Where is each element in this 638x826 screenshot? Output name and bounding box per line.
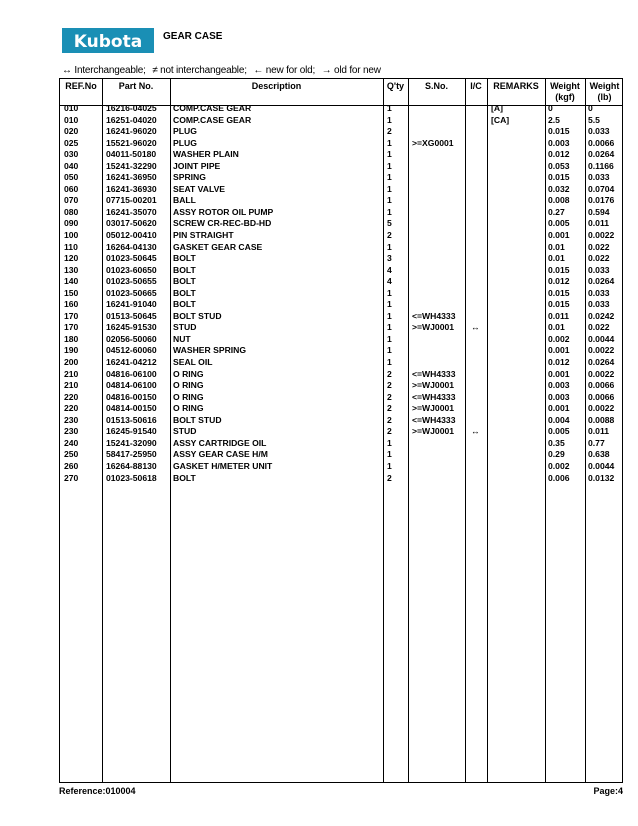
cell-weight-kgf: 0.032 xyxy=(548,183,570,194)
cell-description: ASSY ROTOR OIL PUMP xyxy=(173,206,274,217)
cell-remarks: [CA] xyxy=(491,114,510,125)
cell-ref-no: 010 xyxy=(64,103,79,113)
cell-qty: 2 xyxy=(387,126,392,137)
table-row xyxy=(60,438,622,450)
page-title: GEAR CASE xyxy=(163,31,223,42)
cell-ref-no: 160 xyxy=(64,299,79,310)
cell-part-no: 05012-00410 xyxy=(106,230,157,241)
cell-serial-no: >=WJ0001 xyxy=(412,322,455,333)
table-row xyxy=(60,461,622,473)
cell-qty: 1 xyxy=(387,114,392,125)
cell-weight-lb: 0.77 xyxy=(588,437,605,448)
cell-qty: 2 xyxy=(387,380,392,391)
cell-ref-no: 130 xyxy=(64,264,79,275)
cell-weight-kgf: 0.005 xyxy=(548,218,570,229)
cell-weight-lb: 0.594 xyxy=(588,206,610,217)
cell-weight-lb: 0.0088 xyxy=(588,414,615,425)
cell-serial-no: <=WH4333 xyxy=(412,391,456,402)
cell-ic: ↔ xyxy=(471,426,480,437)
cell-part-no: 16216-04025 xyxy=(106,103,157,113)
cell-qty: 4 xyxy=(387,264,392,275)
cell-ref-no: 050 xyxy=(64,172,79,183)
cell-ref-no: 090 xyxy=(64,218,79,229)
cell-weight-lb: 5.5 xyxy=(588,114,600,125)
cell-description: BOLT STUD xyxy=(173,310,222,321)
cell-qty: 2 xyxy=(387,403,392,414)
cell-ref-no: 210 xyxy=(64,380,79,391)
cell-weight-kgf: 0.015 xyxy=(548,299,570,310)
cell-ref-no: 200 xyxy=(64,357,79,368)
cell-ref-no: 210 xyxy=(64,368,79,379)
cell-ref-no: 170 xyxy=(64,322,79,333)
cell-ref-no: 010 xyxy=(64,114,79,125)
cell-weight-kgf: 0.015 xyxy=(548,126,570,137)
cell-qty: 5 xyxy=(387,218,392,229)
cell-qty: 1 xyxy=(387,160,392,171)
cell-serial-no: <=WH4333 xyxy=(412,310,456,321)
cell-remarks: [A] xyxy=(491,103,503,113)
cell-part-no: 16241-91040 xyxy=(106,299,157,310)
cell-qty: 1 xyxy=(387,206,392,217)
cell-description: PLUG xyxy=(173,137,197,148)
cell-weight-kgf: 0.003 xyxy=(548,380,570,391)
cell-weight-kgf: 0.002 xyxy=(548,333,570,344)
cell-description: ASSY GEAR CASE H/M xyxy=(173,449,268,460)
cell-ref-no: 150 xyxy=(64,287,79,298)
cell-part-no: 16264-88130 xyxy=(106,460,157,471)
cell-part-no: 04512-60060 xyxy=(106,345,157,356)
cell-weight-lb: 0.033 xyxy=(588,264,610,275)
cell-part-no: 01513-50616 xyxy=(106,414,157,425)
header-description: Description xyxy=(251,81,302,91)
cell-description: JOINT PIPE xyxy=(173,160,221,171)
cell-weight-lb: 0.0066 xyxy=(588,380,615,391)
parts-table xyxy=(59,78,623,783)
cell-weight-kgf: 0.008 xyxy=(548,195,570,206)
cell-description: O RING xyxy=(173,368,204,379)
svg-text:Kubota: Kubota xyxy=(73,32,143,52)
cell-ref-no: 190 xyxy=(64,345,79,356)
cell-part-no: 01023-50645 xyxy=(106,253,157,264)
footer-reference: Reference:010004 xyxy=(59,786,136,796)
legend-old-for-new: → old for new xyxy=(321,65,381,76)
cell-weight-kgf: 0.001 xyxy=(548,230,570,241)
legend-interchangeable: ↔ Interchangeable; xyxy=(62,65,146,76)
cell-weight-lb: 0.033 xyxy=(588,126,610,137)
table-row xyxy=(60,345,622,357)
cell-weight-kgf: 0.002 xyxy=(548,460,570,471)
cell-description: BOLT xyxy=(173,264,196,275)
cell-weight-kgf: 0.005 xyxy=(548,426,570,437)
cell-qty: 1 xyxy=(387,241,392,252)
cell-part-no: 04816-00150 xyxy=(106,391,157,402)
cell-description: BOLT xyxy=(173,472,196,483)
cell-weight-lb: 0.0132 xyxy=(588,472,615,483)
cell-weight-lb: 0.011 xyxy=(588,426,610,437)
cell-ref-no: 060 xyxy=(64,183,79,194)
cell-weight-lb: 0.1166 xyxy=(588,160,614,171)
cell-qty: 1 xyxy=(387,183,392,194)
cell-ref-no: 030 xyxy=(64,149,79,160)
table-row xyxy=(60,172,622,184)
cell-qty: 4 xyxy=(387,276,392,287)
cell-part-no: 16264-04130 xyxy=(106,241,157,252)
header-ref-no: REF.No xyxy=(65,81,97,91)
cell-part-no: 16245-91530 xyxy=(106,322,157,333)
cell-weight-lb: 0.022 xyxy=(588,241,610,252)
cell-weight-kgf: 0.001 xyxy=(548,403,570,414)
cell-weight-lb: 0.022 xyxy=(588,253,610,264)
cell-description: O RING xyxy=(173,403,204,414)
cell-description: BOLT STUD xyxy=(173,414,222,425)
cell-ref-no: 140 xyxy=(64,276,79,287)
cell-qty: 1 xyxy=(387,195,392,206)
cell-part-no: 02056-50060 xyxy=(106,333,157,344)
table-row xyxy=(60,449,622,461)
cell-ic: ↔ xyxy=(471,322,480,333)
cell-weight-lb: 0 xyxy=(588,103,593,113)
table-row xyxy=(60,218,622,230)
cell-weight-kgf: 0.01 xyxy=(548,241,565,252)
table-row xyxy=(60,415,622,427)
cell-description: BOLT xyxy=(173,287,196,298)
cell-weight-kgf: 0.001 xyxy=(548,345,570,356)
cell-description: BOLT xyxy=(173,276,196,287)
cell-serial-no: >=WJ0001 xyxy=(412,380,455,391)
table-row xyxy=(60,299,622,311)
cell-weight-lb: 0.0242 xyxy=(588,310,615,321)
header-qty: Q'ty xyxy=(386,81,405,91)
cell-qty: 2 xyxy=(387,230,392,241)
cell-serial-no: >=XG0001 xyxy=(412,137,454,148)
table-row xyxy=(60,426,622,438)
cell-description: SEAL OIL xyxy=(173,357,213,368)
cell-part-no: 04011-50180 xyxy=(106,149,157,160)
cell-weight-kgf: 0.29 xyxy=(548,449,565,460)
cell-weight-lb: 0.0022 xyxy=(588,368,615,379)
cell-qty: 1 xyxy=(387,287,392,298)
table-row xyxy=(60,265,622,277)
cell-weight-lb: 0.0044 xyxy=(588,460,615,471)
cell-weight-lb: 0.0022 xyxy=(588,230,615,241)
cell-part-no: 15241-32290 xyxy=(106,160,157,171)
cell-part-no: 01023-60650 xyxy=(106,264,157,275)
cell-description: GASKET H/METER UNIT xyxy=(173,460,273,471)
table-row xyxy=(60,380,622,392)
cell-weight-lb: 0.022 xyxy=(588,322,610,333)
cell-ref-no: 230 xyxy=(64,414,79,425)
cell-weight-kgf: 0.27 xyxy=(548,206,565,217)
cell-part-no: 01023-50655 xyxy=(106,276,157,287)
cell-part-no: 16241-96020 xyxy=(106,126,157,137)
cell-qty: 1 xyxy=(387,137,392,148)
cell-qty: 2 xyxy=(387,391,392,402)
cell-description: COMP.CASE GEAR xyxy=(173,103,252,113)
cell-qty: 1 xyxy=(387,345,392,356)
cell-part-no: 07715-00201 xyxy=(106,195,157,206)
table-row xyxy=(60,473,622,485)
cell-description: BALL xyxy=(173,195,196,206)
cell-qty: 1 xyxy=(387,437,392,448)
header-remarks: REMARKS xyxy=(493,81,539,91)
cell-description: BOLT xyxy=(173,299,196,310)
cell-weight-kgf: 0.006 xyxy=(548,472,570,483)
cell-weight-kgf: 0.015 xyxy=(548,264,570,275)
cell-part-no: 03017-50620 xyxy=(106,218,157,229)
table-row xyxy=(60,161,622,173)
parts-rows xyxy=(60,103,622,484)
table-row xyxy=(60,392,622,404)
cell-part-no: 16241-04212 xyxy=(106,357,157,368)
cell-part-no: 15521-96020 xyxy=(106,137,157,148)
cell-serial-no: >=WJ0001 xyxy=(412,403,455,414)
cell-ref-no: 230 xyxy=(64,426,79,437)
cell-part-no: 58417-25950 xyxy=(106,449,157,460)
cell-qty: 1 xyxy=(387,103,392,113)
cell-ref-no: 100 xyxy=(64,230,79,241)
cell-ref-no: 020 xyxy=(64,126,79,137)
cell-weight-kgf: 0.01 xyxy=(548,253,565,264)
cell-serial-no: <=WH4333 xyxy=(412,368,456,379)
cell-part-no: 04814-06100 xyxy=(106,380,157,391)
cell-weight-kgf: 0.003 xyxy=(548,137,570,148)
cell-part-no: 04816-06100 xyxy=(106,368,157,379)
cell-description: WASHER PLAIN xyxy=(173,149,239,160)
cell-weight-lb: 0.0264 xyxy=(588,149,615,160)
cell-weight-lb: 0.0264 xyxy=(588,357,615,368)
legend-not-interchangeable: ≠ not interchangeable; xyxy=(152,65,247,76)
cell-part-no: 01023-50665 xyxy=(106,287,157,298)
cell-weight-lb: 0.0044 xyxy=(588,333,615,344)
cell-part-no: 01023-50618 xyxy=(106,472,157,483)
table-row xyxy=(60,195,622,207)
cell-qty: 3 xyxy=(387,253,392,264)
kubota-logo xyxy=(62,28,154,53)
footer-page-number: Page:4 xyxy=(593,786,623,796)
cell-description: BOLT xyxy=(173,253,196,264)
header-part-no: Part No. xyxy=(118,81,154,91)
table-row xyxy=(60,322,622,334)
cell-description: STUD xyxy=(173,322,197,333)
cell-ref-no: 110 xyxy=(64,241,78,252)
cell-description: GASKET GEAR CASE xyxy=(173,241,263,252)
cell-weight-lb: 0.033 xyxy=(588,172,610,183)
cell-weight-kgf: 0.053 xyxy=(548,160,570,171)
cell-weight-lb: 0.033 xyxy=(588,287,610,298)
cell-part-no: 16251-04020 xyxy=(106,114,157,125)
cell-ref-no: 240 xyxy=(64,437,79,448)
cell-description: NUT xyxy=(173,333,191,344)
cell-ref-no: 180 xyxy=(64,333,79,344)
interchange-legend xyxy=(62,65,385,76)
cell-description: STUD xyxy=(173,426,197,437)
table-row xyxy=(60,230,622,242)
table-row xyxy=(60,207,622,219)
cell-ref-no: 220 xyxy=(64,403,79,414)
cell-weight-kgf: 0.003 xyxy=(548,391,570,402)
cell-weight-kgf: 2.5 xyxy=(548,114,560,125)
table-row xyxy=(60,138,622,150)
cell-weight-lb: 0.0264 xyxy=(588,276,615,287)
table-row xyxy=(60,253,622,265)
cell-ref-no: 260 xyxy=(64,460,79,471)
header-ic: I/C xyxy=(470,81,482,91)
cell-description: PLUG xyxy=(173,126,197,137)
cell-qty: 1 xyxy=(387,149,392,160)
cell-qty: 1 xyxy=(387,357,392,368)
cell-qty: 1 xyxy=(387,310,392,321)
table-row xyxy=(60,403,622,415)
cell-qty: 2 xyxy=(387,368,392,379)
cell-qty: 1 xyxy=(387,322,392,333)
cell-weight-lb: 0.0176 xyxy=(588,195,615,206)
cell-weight-kgf: 0.012 xyxy=(548,276,570,287)
cell-ref-no: 070 xyxy=(64,195,79,206)
cell-weight-kgf: 0.012 xyxy=(548,149,570,160)
table-row xyxy=(60,276,622,288)
cell-weight-lb: 0.638 xyxy=(588,449,610,460)
cell-weight-kgf: 0.015 xyxy=(548,287,570,298)
cell-part-no: 16241-35070 xyxy=(106,206,157,217)
table-row xyxy=(60,126,622,138)
cell-weight-kgf: 0.015 xyxy=(548,172,570,183)
table-row xyxy=(60,311,622,323)
cell-ref-no: 040 xyxy=(64,160,79,171)
cell-ref-no: 220 xyxy=(64,391,79,402)
cell-weight-lb: 0.0022 xyxy=(588,403,615,414)
cell-qty: 1 xyxy=(387,449,392,460)
cell-description: SPRING xyxy=(173,172,206,183)
cell-description: COMP.CASE GEAR xyxy=(173,114,252,125)
cell-qty: 1 xyxy=(387,172,392,183)
header-serial-no: S.No. xyxy=(424,81,448,91)
cell-description: O RING xyxy=(173,380,204,391)
cell-weight-lb: 0.0066 xyxy=(588,137,615,148)
cell-weight-lb: 0.0704 xyxy=(588,183,615,194)
cell-serial-no: <=WH4333 xyxy=(412,414,456,425)
cell-serial-no: >=WJ0001 xyxy=(412,426,455,437)
cell-description: WASHER SPRING xyxy=(173,345,247,356)
cell-description: SEAT VALVE xyxy=(173,183,226,194)
cell-qty: 1 xyxy=(387,333,392,344)
cell-description: SCREW CR-REC-BD-HD xyxy=(173,218,272,229)
cell-weight-kgf: 0.01 xyxy=(548,322,565,333)
cell-part-no: 01513-50645 xyxy=(106,310,157,321)
cell-qty: 2 xyxy=(387,414,392,425)
cell-qty: 1 xyxy=(387,299,392,310)
cell-description: O RING xyxy=(173,391,204,402)
header-weight-kgf: Weight (kgf) xyxy=(550,81,580,102)
cell-weight-kgf: 0.35 xyxy=(548,437,565,448)
cell-part-no: 16241-36930 xyxy=(106,183,157,194)
cell-ref-no: 080 xyxy=(64,206,79,217)
cell-weight-kgf: 0.011 xyxy=(548,310,570,321)
table-row xyxy=(60,369,622,381)
cell-weight-kgf: 0 xyxy=(548,103,553,113)
table-row xyxy=(60,242,622,254)
table-row xyxy=(60,149,622,161)
cell-qty: 1 xyxy=(387,460,392,471)
cell-weight-lb: 0.0022 xyxy=(588,345,615,356)
cell-part-no: 16245-91540 xyxy=(106,426,157,437)
cell-part-no: 04814-00150 xyxy=(106,403,157,414)
cell-ref-no: 170 xyxy=(64,310,79,321)
table-row xyxy=(60,334,622,346)
cell-weight-lb: 0.0066 xyxy=(588,391,615,402)
cell-qty: 2 xyxy=(387,426,392,437)
legend-new-for-old: ← new for old; xyxy=(253,65,316,76)
cell-part-no: 15241-32090 xyxy=(106,437,157,448)
cell-ref-no: 025 xyxy=(64,137,79,148)
cell-weight-kgf: 0.001 xyxy=(548,368,570,379)
table-row xyxy=(60,357,622,369)
cell-part-no: 16241-36950 xyxy=(106,172,157,183)
table-row xyxy=(60,115,622,127)
table-row xyxy=(60,103,622,115)
cell-ref-no: 120 xyxy=(64,253,79,264)
table-row xyxy=(60,288,622,300)
cell-weight-kgf: 0.004 xyxy=(548,414,570,425)
header-weight-lb: Weight (lb) xyxy=(589,81,620,102)
cell-description: ASSY CARTRIDGE OIL xyxy=(173,437,267,448)
cell-weight-kgf: 0.012 xyxy=(548,357,570,368)
cell-qty: 2 xyxy=(387,472,392,483)
cell-ref-no: 270 xyxy=(64,472,79,483)
table-row xyxy=(60,184,622,196)
cell-weight-lb: 0.011 xyxy=(588,218,610,229)
cell-description: PIN STRAIGHT xyxy=(173,230,234,241)
cell-weight-lb: 0.033 xyxy=(588,299,610,310)
cell-ref-no: 250 xyxy=(64,449,79,460)
